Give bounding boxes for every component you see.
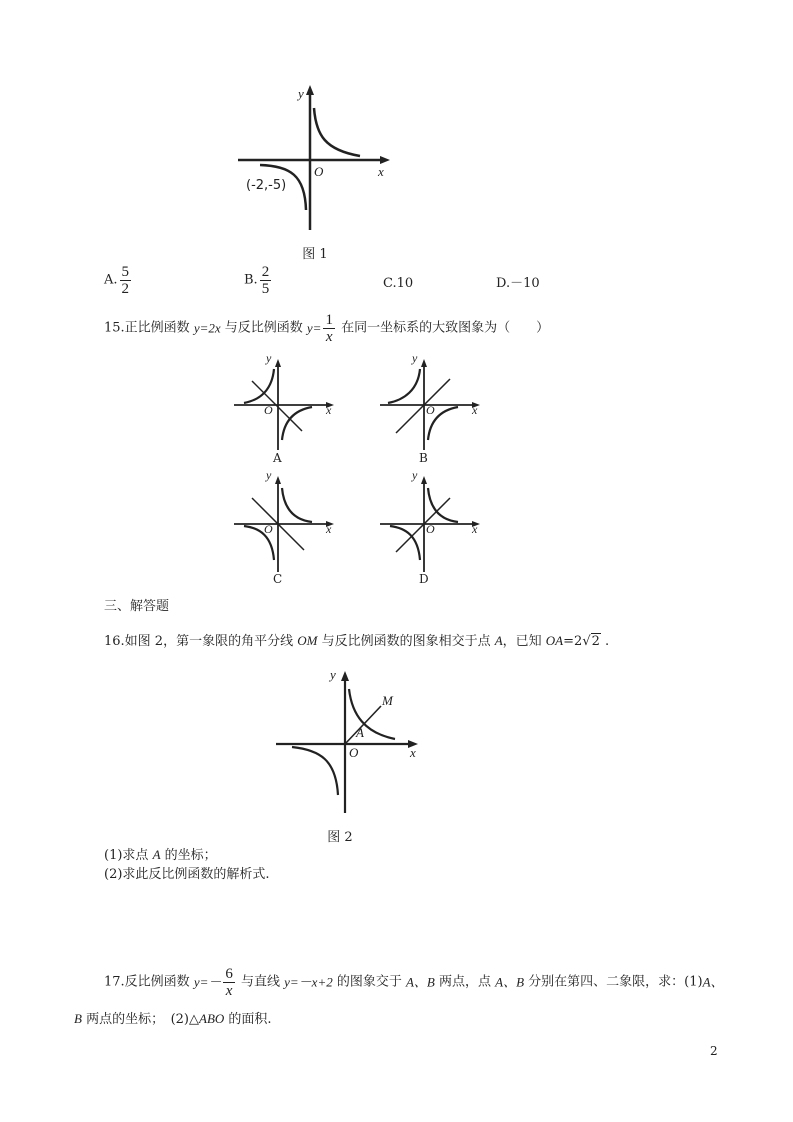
q16-eq: =2 (563, 634, 583, 649)
q15-graph-a (230, 351, 340, 465)
figure-1-graph (230, 80, 400, 240)
q16-mid: 与反比例函数的图象相交于点 (317, 634, 495, 649)
q17-a-end: A、 (702, 974, 724, 990)
fraction-denominator: x (225, 983, 233, 999)
q16-sub1-pre: (1)求点 (104, 848, 153, 863)
q17-function-2: y=－x+2 (284, 974, 333, 990)
q15-fraction (323, 312, 335, 345)
q17-abo: ABO (199, 1011, 225, 1026)
figure-1-y-label: y (298, 86, 304, 101)
question-17-line-2 (74, 1010, 272, 1029)
q16-subquestion-2: (2)求此反比例函数的解析式. (104, 867, 270, 882)
q15-a-caption: A (273, 451, 282, 465)
q17-mid2: 的图象交于 (332, 974, 406, 990)
q16-om: OM (297, 633, 318, 648)
q15-b-origin-label: O (426, 403, 435, 417)
q17-function-1-lhs: y=－ (193, 974, 222, 990)
q15-d-caption: D (419, 572, 429, 586)
figure-2-y-label: y (330, 667, 336, 682)
figure-1-x-label: x (378, 164, 384, 179)
figure-2 (270, 665, 430, 820)
question-15 (104, 312, 549, 345)
q16-sub1-post: 的坐标； (160, 848, 217, 863)
figure-2-origin-label: O (349, 745, 359, 760)
sqrt-icon: √ (582, 634, 591, 649)
q15-graph-c (230, 468, 340, 587)
figure-2-graph (270, 665, 430, 815)
q15-a-y-label: y (266, 351, 272, 365)
fraction-denominator: x (325, 329, 333, 345)
q16-point-a: A (494, 633, 503, 648)
page-number: 2 (710, 1044, 718, 1058)
q15-function-1: y=2x (193, 320, 221, 336)
q15-prefix: 15.正比例函数 (104, 320, 194, 336)
q16-prefix: 16.如图 2，第一象限的角平分线 (104, 634, 298, 649)
q16-mid2: ，已知 (502, 634, 546, 649)
q15-c-y-label: y (266, 468, 272, 482)
fraction-denominator: 2 (121, 281, 130, 297)
q16-subquestion-1 (104, 846, 217, 865)
fraction-numerator: 5 (121, 264, 130, 280)
q15-graph-c-svg (230, 472, 340, 572)
q15-b-caption: B (419, 451, 428, 465)
q15-b-y-label: y (412, 351, 418, 365)
q15-mid: 与反比例函数 (220, 320, 307, 336)
q15-a-origin-label: O (264, 403, 273, 417)
q15-a-x-label: x (326, 403, 332, 417)
q15-c-caption: C (273, 572, 283, 586)
q17-line2-end: 的面积. (224, 1012, 272, 1027)
fraction-numerator: 1 (325, 312, 333, 328)
figure-2-point-a-label: A (356, 725, 364, 740)
figure-1-caption: 图 1 (302, 247, 328, 262)
figure-2-x-label: x (410, 745, 416, 760)
question-17-line-1 (104, 966, 724, 999)
q15-d-x-label: x (472, 522, 478, 536)
q14-option-a-fraction (120, 264, 132, 297)
q16-oa: OA (545, 633, 564, 648)
q17-mid3: 两点，点 (434, 974, 496, 990)
q15-graph-d (376, 468, 486, 587)
section-title: 三、解答题 (104, 599, 170, 614)
q15-suffix: 在同一坐标系的大致图象为（ ） (336, 320, 550, 336)
q14-option-b-label: B. (244, 272, 258, 288)
q14-option-b-fraction (260, 264, 272, 297)
q17-line2-mid: 两点的坐标； (2)△ (81, 1012, 199, 1027)
question-16 (104, 632, 609, 651)
figure-1-point-label: (-2,-5) (246, 178, 287, 193)
q16-sub1-a: A (152, 847, 161, 862)
q17-b: B (74, 1011, 82, 1026)
q16-sqrt-value: 2 (591, 634, 600, 649)
q17-ab: A、B (405, 974, 435, 990)
fraction-numerator: 6 (225, 966, 233, 982)
q15-function-2-lhs: y= (306, 320, 322, 336)
figure-2-point-m-label: M (382, 693, 393, 708)
q15-d-origin-label: O (426, 522, 435, 536)
q14-option-a-label: A. (104, 272, 118, 288)
q15-c-origin-label: O (264, 522, 273, 536)
figure-2-caption: 图 2 (327, 830, 353, 845)
q17-fraction (223, 966, 235, 999)
fraction-denominator: 5 (261, 281, 270, 297)
q15-graph-a-svg (230, 355, 340, 450)
q15-b-x-label: x (472, 403, 478, 417)
q17-ab2: A、B (495, 974, 525, 990)
q14-option-a (104, 264, 133, 297)
q17-mid: 与直线 (236, 974, 285, 990)
figure-1 (230, 80, 400, 240)
q15-d-y-label: y (412, 468, 418, 482)
q15-graph-b (376, 351, 486, 465)
fraction-numerator: 2 (261, 264, 270, 280)
figure-1-origin-label: O (314, 164, 324, 179)
q14-option-b (244, 264, 273, 297)
q17-mid4: 分别在第四、二象限，求：(1) (524, 974, 703, 990)
q14-option-c: C.10 (383, 276, 414, 291)
q16-end: . (600, 634, 610, 649)
q14-option-d: D.－10 (496, 276, 540, 291)
q17-prefix: 17.反比例函数 (104, 974, 194, 990)
q15-c-x-label: x (326, 522, 332, 536)
